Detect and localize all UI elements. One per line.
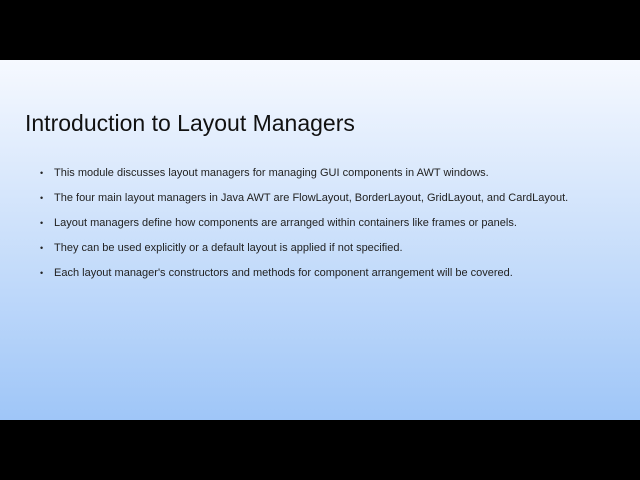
list-item [36,165,596,182]
bullet-icon: • [40,243,44,253]
bullet-list [36,165,596,290]
list-item [36,265,596,282]
bullet-text: Layout managers define how components are arranged within containers like frames or panels. [54,217,517,229]
letterbox-bottom [0,420,640,480]
slide-title: Introduction to Layout Managers [25,110,355,136]
bullet-text: This module discusses layout managers for managing GUI components in AWT windows. [54,167,489,179]
bullet-icon: • [40,168,44,178]
list-item [36,190,596,207]
presentation-slide [0,60,640,420]
bullet-text: The four main layout managers in Java AWT are FlowLayout, BorderLayout, GridLayout, and CardLayout. [54,192,569,204]
bullet-icon: • [40,268,44,278]
letterbox-top [0,0,640,60]
bullet-icon: • [40,193,44,203]
bullet-text: They can be used explicitly or a default layout is applied if not specified. [54,242,403,254]
list-item [36,240,596,257]
bullet-icon: • [40,218,44,228]
bullet-text: Each layout manager's constructors and methods for component arrangement will be covered. [54,267,513,279]
list-item [36,215,596,232]
